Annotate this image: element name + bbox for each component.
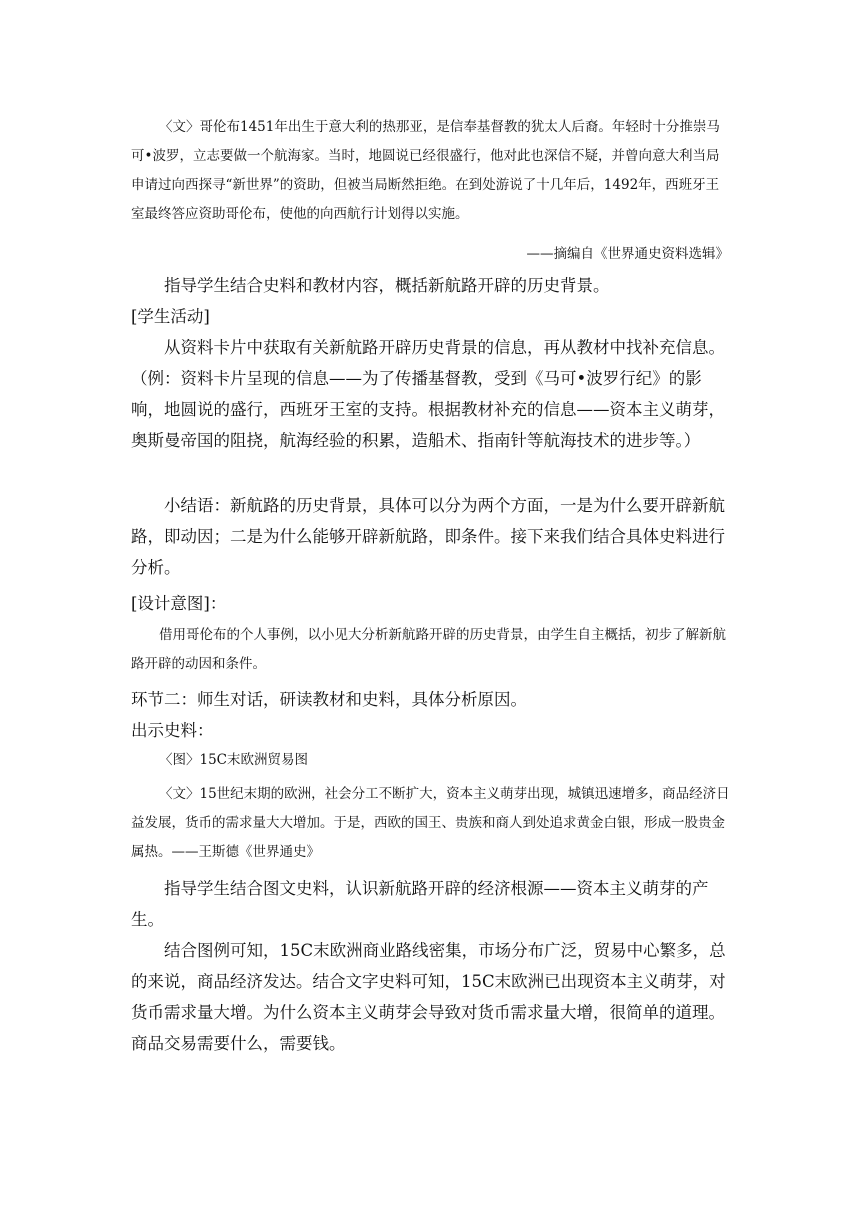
student-activity-heading: [学生活动] (131, 307, 210, 326)
design-intent-text: 借用哥伦布的个人事例，以小见大分析新航路开辟的历史背景，由学生自主概括，初步了解新航路开辟的动因和条件。 (131, 627, 726, 672)
columbus-source-text: 〈文〉哥伦布1451年出生于意大利的热那亚，是信奉基督教的犹太人后裔。年轻时十分推崇马可•波罗，立志要做一个航海家。当时，地圆说已经很盛行，他对此也深信不疑，并曾向意大利当局申请过向西探寻“新世界”的资助，但被当局断然拒绝。在到处游说了十几年后，1492年，西班牙王室最终答应资助哥伦布，使他的向西航行计划得以实施。 (131, 119, 720, 222)
teacher-guidance-1: 指导学生结合史料和教材内容，概括新航路开辟的历史背景。 (164, 276, 610, 295)
source-citation: ——摘编自《世界通史资料选辑》 (526, 246, 729, 262)
section-two-heading: 环节二：师生对话，研读教材和史料，具体分析原因。 (131, 690, 527, 709)
analysis-text: 结合图例可知，15C末欧洲商业路线密集，市场分布广泛，贸易中心繁多，总的来说，商品经济发达。结合文字史料可知，15C末欧洲已出现资本主义萌芽，对货币需求量大增。为什么资本主义萌芽会导致对货币需求量大增，很简单的道理。商品交易需要什么，需要钱。 (131, 941, 726, 1053)
design-intent-heading: [设计意图]： (131, 594, 227, 613)
europe-source-text: 〈文〉15世纪末期的欧洲，社会分工不断扩大，资本主义萌芽出现，城镇迅速增多，商品经济日益发展，货币的需求量大大增加。于是，西欧的国王、贵族和商人到处追求黄金白银，形成一股贵金属热。——王斯德《世界通史》 (131, 786, 730, 860)
show-sources-heading: 出示史料： (131, 721, 214, 740)
map-source-caption: 〈图〉15C末欧洲贸易图 (159, 752, 309, 768)
student-activity-text: 从资料卡片中获取有关新航路开辟历史背景的信息，再从教材中找补充信息。（例：资料卡片呈现的信息——为了传播基督教，受到《马可•波罗行纪》的影响，地圆说的盛行，西班牙王室的支持。根据教材补充的信息——资本主义萌芽，奥斯曼帝国的阻挠，航海经验的积累，造船术、指南针等航海技术的进步等。） (131, 338, 725, 450)
teacher-guidance-2: 指导学生结合图文史料，认识新航路开辟的经济根源——资本主义萌芽的产生。 (131, 879, 709, 929)
summary-text: 小结语：新航路的历史背景，具体可以分为两个方面，一是为什么要开辟新航路，即动因；二是为什么能够开辟新航路，即条件。接下来我们结合具体史料进行分析。 (131, 496, 725, 577)
